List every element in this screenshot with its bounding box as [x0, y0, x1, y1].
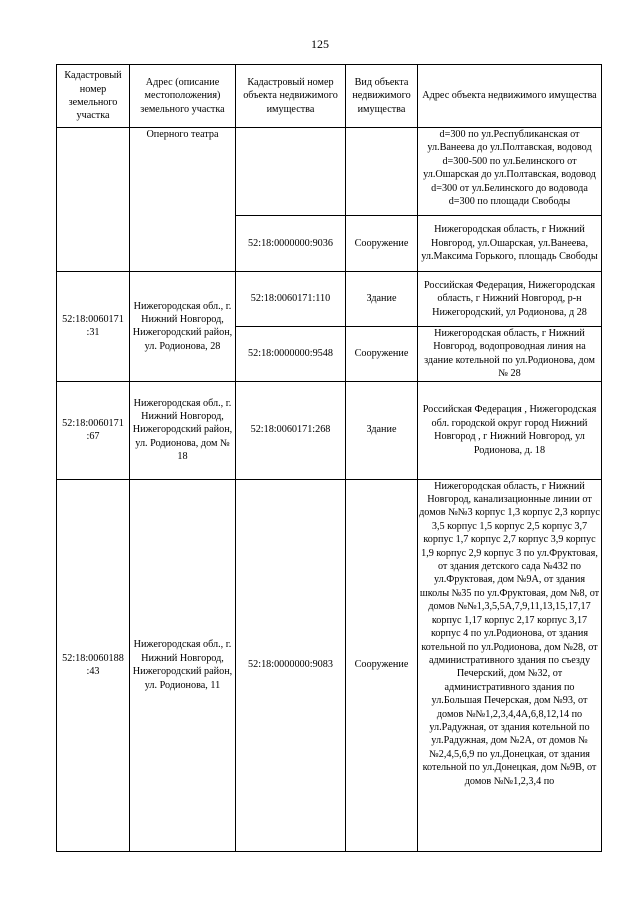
object-address-cell: Российская Федерация, Нижегородская область, г Нижний Новгород, р-н Нижегородский, ул Родионова, д 28 — [418, 272, 602, 327]
object-address-cell: d=300 по ул.Республиканская от ул.Ванеева до ул.Полтавская, водовод d=300-500 по ул.Белинского от ул.Ошарская до ул.Полтавская, водовод d=300 от ул.Белинского до водовода d=300 по площади Свободы — [418, 128, 602, 216]
object-cadastral-cell — [236, 128, 346, 216]
land-cadastral-cell — [57, 128, 130, 272]
table-row — [57, 479, 602, 851]
land-address-cell: Оперного театра — [130, 128, 236, 272]
object-type-cell: Сооружение — [346, 479, 418, 851]
header-land-cadastral: Кадастровый номер земельного участка — [57, 65, 130, 128]
object-cadastral-cell: 52:18:0000000:9548 — [236, 327, 346, 382]
land-address-cell: Нижегородская обл., г. Нижний Новгород, Нижегородский район, ул. Родионова, 28 — [130, 272, 236, 382]
object-address-cell: Нижегородская область, г Нижний Новгород, канализационные линии от домов №№3 корпус 1,3 корпус 2,3 корпус 3,5 корпус 1,5 корпус 2,5 корпус 3,7 корпус 1,7 корпус 2,7 корпус 3,9 корпус 1,9 корпус 2,9 корпус 3 по ул.Фруктовая, от здания детского сада №432 по ул.Фруктовая, дом №9А, от здания школы №35 по ул.Фруктовая, дом №8, от домов №№1,3,5,5А,7,9,11,13,15,17,17 корпус 1,17 корпус 2,17 корпус 3,17 корпус 4 по ул.Родионова, от здания котельной по ул.Родионова, дом №28, от административного здания по съезду Печерский, дом №32, от административного здания по ул.Большая Печерская, дом №93, от домов №№1,2,3,4,4А,6,8,12,14 по ул.Радужная, от здания котельной по ул.Радужная, дом №2А, от домов №№2,4,5,6,9 по ул.Донецкая, от здания котельной по ул.Донецкая, дом №9В, от домов №№1,2,3,4 по — [418, 479, 602, 851]
object-address-cell: Нижегородская область, г Нижний Новгород, ул.Ошарская, ул.Ванеева, ул.Максима Горького, площадь Свободы — [418, 216, 602, 272]
object-cadastral-cell: 52:18:0000000:9083 — [236, 479, 346, 851]
object-address-cell: Нижегородская область, г Нижний Новгород, водопроводная линия на здание котельной по ул.Родионова, дом № 28 — [418, 327, 602, 382]
header-land-address: Адрес (описание местоположения) земельного участка — [130, 65, 236, 128]
page-number: 125 — [311, 37, 329, 51]
table-row — [57, 381, 602, 479]
header-object-type: Вид объекта недвижимого имущества — [346, 65, 418, 128]
object-type-cell: Сооружение — [346, 216, 418, 272]
table-row — [57, 272, 602, 327]
object-cadastral-cell: 52:18:0060171:268 — [236, 381, 346, 479]
table-row — [57, 128, 602, 216]
object-type-cell: Сооружение — [346, 327, 418, 382]
object-address-cell: Российская Федерация , Нижегородская обл. городской округ город Нижний Новгород , г Нижний Новгород, ул Родионова, д. 18 — [418, 381, 602, 479]
object-cadastral-cell: 52:18:0000000:9036 — [236, 216, 346, 272]
land-cadastral-cell: 52:18:0060171 :67 — [57, 381, 130, 479]
land-address-cell: Нижегородская обл., г. Нижний Новгород, Нижегородский район, ул. Родионова, дом № 18 — [130, 381, 236, 479]
object-type-cell: Здание — [346, 272, 418, 327]
header-object-address: Адрес объекта недвижимого имущества — [418, 65, 602, 128]
land-cadastral-cell: 52:18:0060188 :43 — [57, 479, 130, 851]
object-cadastral-cell: 52:18:0060171:110 — [236, 272, 346, 327]
header-object-cadastral: Кадастровый номер объекта недвижимого имущества — [236, 65, 346, 128]
object-type-cell — [346, 128, 418, 216]
land-cadastral-cell: 52:18:0060171 :31 — [57, 272, 130, 382]
object-type-cell: Здание — [346, 381, 418, 479]
table-header-row — [57, 65, 602, 128]
land-address-cell: Нижегородская обл., г. Нижний Новгород, Нижегородский район, ул. Родионова, 11 — [130, 479, 236, 851]
cadastral-register-table — [56, 64, 602, 852]
